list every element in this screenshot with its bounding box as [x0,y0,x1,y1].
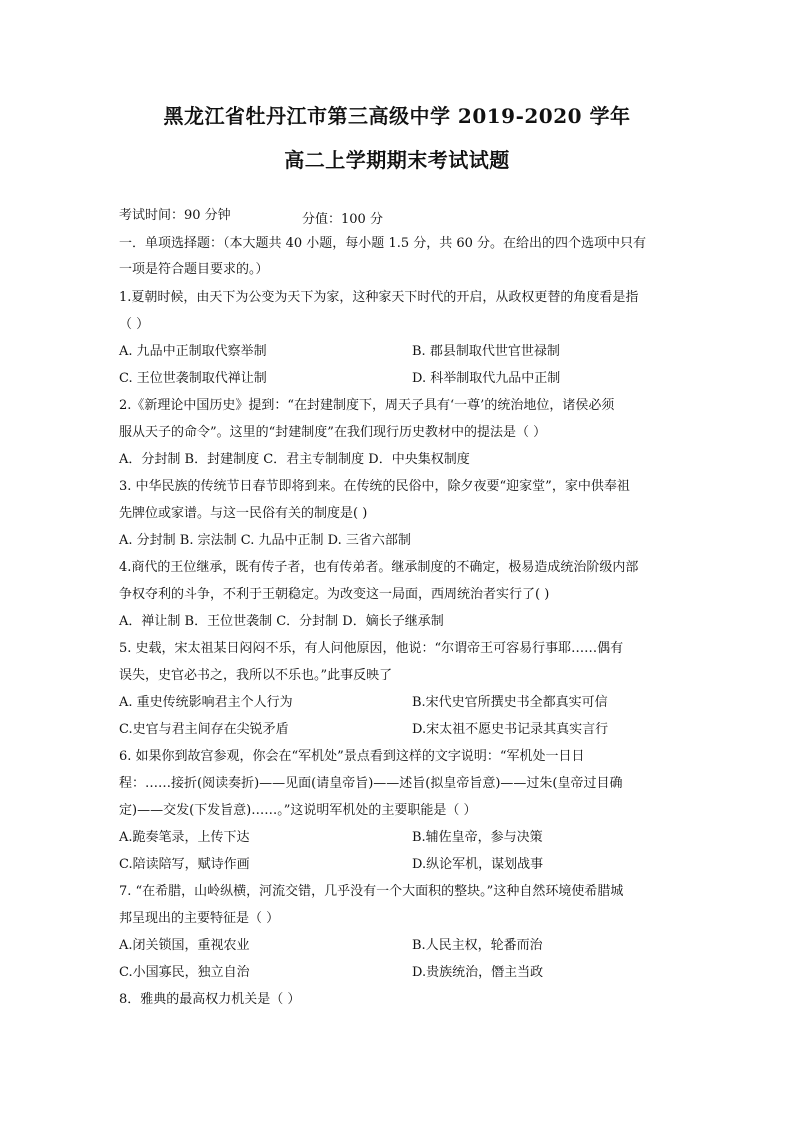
question-1-option-a: A. 九品中正制取代察举制 [119,344,267,359]
exam-time: 考试时间：90 分钟 [119,208,231,223]
section-instruction-line2: 一项是符合题目要求的。） [119,262,269,277]
question-5-line2: 误失，史官必书之，我所以不乐也。”此事反映了 [119,668,393,683]
document-title-line2: 高二上学期期末考试试题 [284,148,510,172]
question-6-option-c: C.陪读陪写，赋诗作画 [119,857,250,872]
question-7-line1: 7. “在希腊，山岭纵横，河流交错，几乎没有一个大面积的整块。”这种自然环境使希腊城 [119,884,624,899]
question-1-option-c: C. 王位世袭制取代禅让制 [119,371,267,386]
question-7-option-a: A.闭关锁国，重视农业 [119,938,250,953]
question-6-option-b: B.辅佐皇帝，参与决策 [412,830,543,845]
question-5-option-c: C.史官与君主间存在尖锐矛盾 [119,722,289,737]
question-2-line1: 2.《新理论中国历史》提到：“在封建制度下，周天子具有‘一尊’的统治地位，诸侯必须 [119,398,615,413]
question-5-option-b: B.宋代史官所撰史书全都真实可信 [412,695,608,710]
question-2-line2: 服从天子的命令”。这里的“封建制度”在我们现行历史教材中的提法是（ ） [119,425,547,440]
question-1-line1: 1.夏朝时候，由天下为公变为天下为家，这种家天下时代的开启，从政权更替的角度看是指 [119,290,639,305]
question-6-option-a: A.跪奏笔录，上传下达 [119,830,250,845]
exam-score: 分值：100 分 [302,212,383,227]
question-2-options: A．分封制 B．封建制度 C．君主专制制度 D．中央集权制度 [119,452,470,467]
document-title-line1: 黑龙江省牡丹江市第三高级中学 2019-2020 学年 [163,104,631,128]
question-3-options: A. 分封制 B. 宗法制 C. 九品中正制 D. 三省六部制 [119,533,411,548]
question-4-line2: 争权夺利的斗争，不利于王朝稳定。为改变这一局面，西周统治者实行了( ) [119,587,550,602]
question-5-option-a: A. 重史传统影响君主个人行为 [119,695,293,710]
question-5-line1: 5. 史载，宋太祖某日闷闷不乐，有人问他原因，他说：“尔谓帝王可容易行事耶……偶有 [119,641,624,656]
section-instruction-line1: 一．单项选择题：（本大题共 40 小题，每小题 1.5 分，共 60 分。在给出的四个选项中只有 [119,236,647,251]
question-7-option-d: D.贵族统治，僭主当政 [412,965,544,980]
question-3-line1: 3. 中华民族的传统节日春节即将到来。在传统的民俗中，除夕夜要“迎家堂”，家中供奉祖 [119,479,630,494]
question-5-option-d: D.宋太祖不愿史书记录其真实言行 [412,722,609,737]
question-7-option-c: C.小国寡民，独立自治 [119,965,250,980]
question-6-line2: 程：……接折(阅读奏折)——见面(请皇帝旨)——述旨(拟皇帝旨意)——过朱(皇帝过目确 [119,776,623,791]
question-4-options: A．禅让制 B．王位世袭制 C．分封制 D．嫡长子继承制 [119,614,444,629]
question-7-line2: 邦呈现出的主要特征是（ ） [119,911,280,926]
question-7-option-b: B.人民主权，轮番而治 [412,938,543,953]
question-3-line2: 先牌位或家谱。与这一民俗有关的制度是( ) [119,506,368,521]
question-6-option-d: D.纵论军机，谋划战事 [412,857,544,872]
question-8-line1: 8．雅典的最高权力机关是（ ） [119,992,301,1007]
question-1-option-d: D. 科举制取代九品中正制 [412,371,561,386]
question-1-option-b: B. 郡县制取代世官世禄制 [412,344,560,359]
question-4-line1: 4.商代的王位继承，既有传子者，也有传弟者。继承制度的不确定，极易造成统治阶级内部 [119,560,639,575]
question-1-line2: （ ） [119,317,150,332]
question-6-line1: 6. 如果你到故宫参观，你会在“军机处”景点看到这样的文字说明：“军机处一日日 [119,749,585,764]
question-6-line3: 定)——交发(下发旨意)……。”这说明军机处的主要职能是（ ） [119,803,477,818]
